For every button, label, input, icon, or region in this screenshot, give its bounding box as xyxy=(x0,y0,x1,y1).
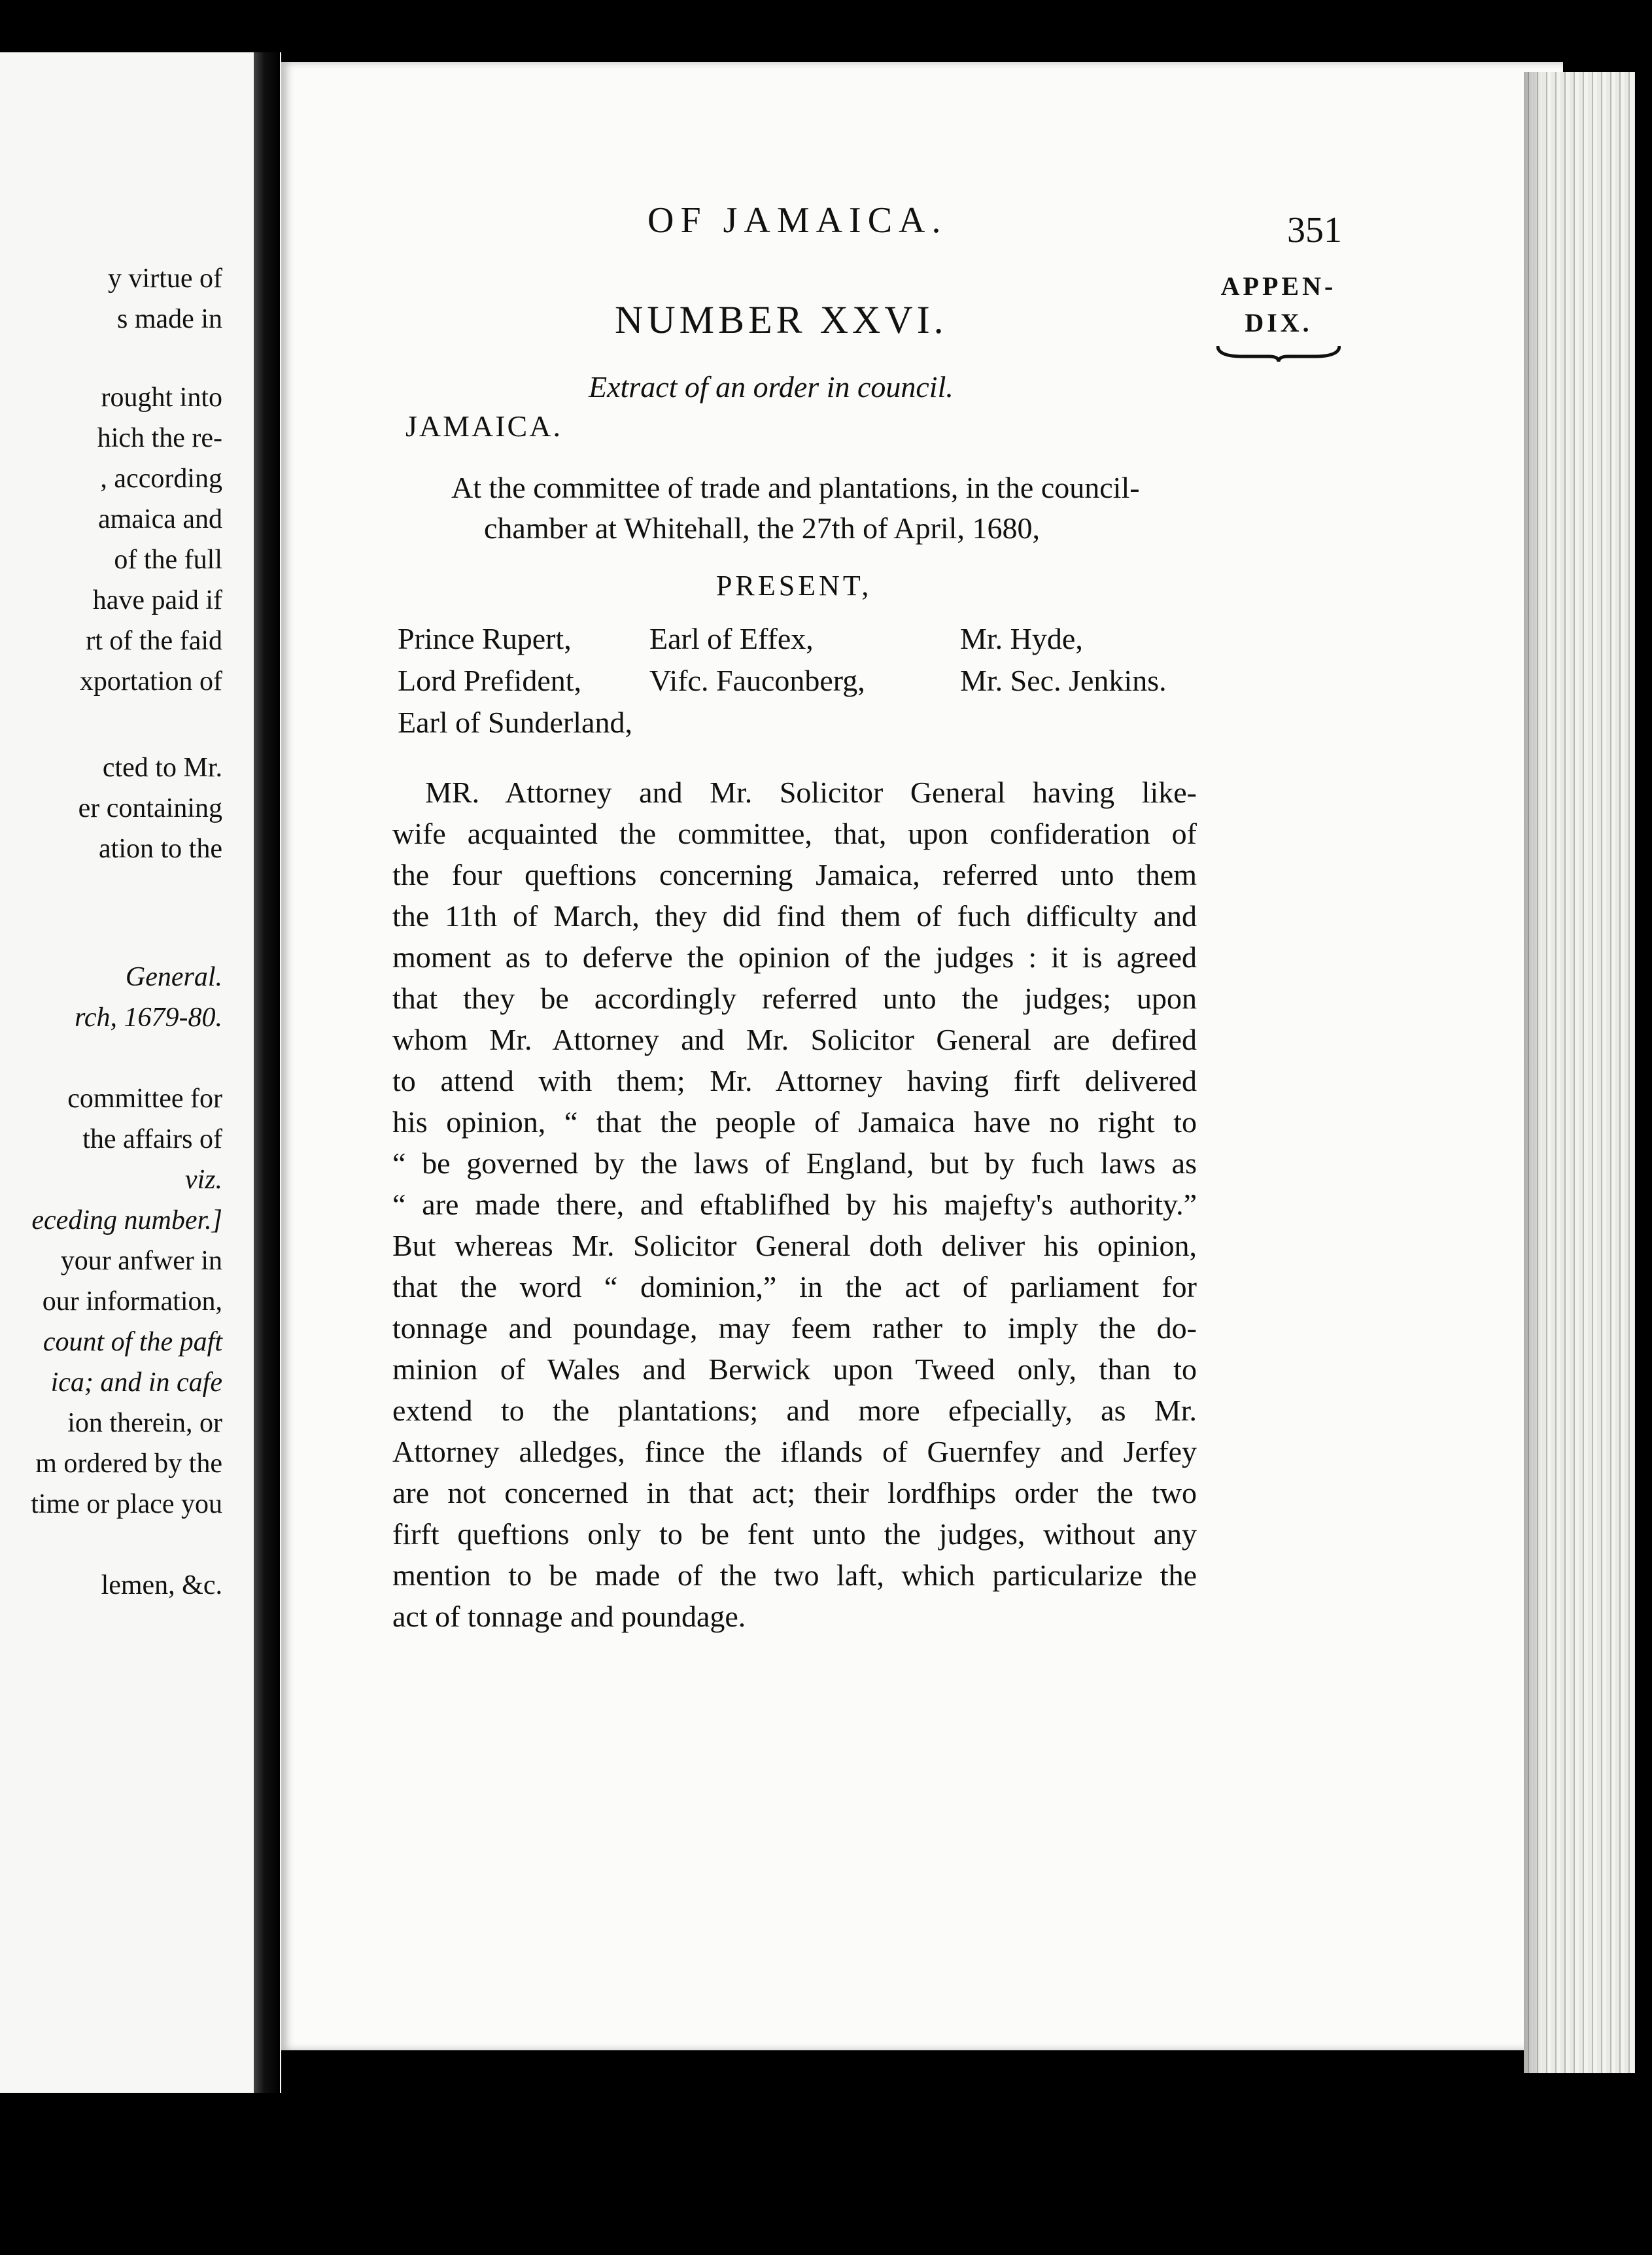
left-line: count of the paft xyxy=(43,1327,222,1357)
side-note-line: DIX. xyxy=(1245,308,1313,337)
left-line: s made in xyxy=(117,304,222,334)
body-line: “ be governed by the laws of England, but by fuch laws as xyxy=(392,1146,1197,1180)
left-line: rt of the faid xyxy=(86,626,222,656)
book-gutter xyxy=(254,52,280,2093)
body-line: moment as to deferve the opinion of the judges : it is agreed xyxy=(392,940,1197,974)
body-line: mention to be made of the two laft, which particularize the xyxy=(392,1558,1197,1592)
left-line: ation to the xyxy=(99,834,222,864)
name-entry: Mr. Sec. Jenkins. xyxy=(960,664,1167,697)
left-line: er containing xyxy=(78,793,222,823)
left-line: our information, xyxy=(42,1286,222,1317)
body-line: his opinion, “ that the people of Jamaica have no right to xyxy=(392,1105,1197,1139)
page-edge-shadow xyxy=(1524,72,1543,2073)
body-line: firft queftions only to be fent unto the judges, without any xyxy=(392,1517,1197,1551)
body-line: Attorney alledges, fince the iflands of Guernfey and Jerfey xyxy=(392,1435,1197,1468)
place-heading: JAMAICA. xyxy=(405,409,562,443)
extract-title: Extract of an order in council. xyxy=(589,370,954,404)
side-note-line: APPEN- xyxy=(1220,271,1337,301)
body-line: that they be accordingly referred unto the judges; upon xyxy=(392,982,1197,1015)
section-number-title: NUMBER XXVI. xyxy=(615,298,948,341)
left-line: viz. xyxy=(184,1165,222,1195)
name-entry: Lord Prefident, xyxy=(398,664,582,697)
appendix-side-note xyxy=(1210,268,1347,341)
left-line: hich the re- xyxy=(97,423,222,453)
left-line: y virtue of xyxy=(108,264,222,294)
names-row xyxy=(398,660,1248,702)
running-head: OF JAMAICA. xyxy=(647,200,948,241)
body-line: act of tonnage and poundage. xyxy=(392,1600,746,1633)
left-line: committee for xyxy=(67,1084,222,1114)
present-heading: PRESENT, xyxy=(716,570,872,602)
left-line: xportation of xyxy=(79,666,222,697)
body-line: the 11th of March, they did find them of fuch difficulty and xyxy=(392,899,1197,933)
left-line: of the full xyxy=(114,545,222,575)
name-entry: Vifc. Fauconberg, xyxy=(649,664,865,697)
left-line: lemen, &c. xyxy=(101,1570,222,1600)
name-entry: Prince Rupert, xyxy=(398,622,572,655)
left-line: eceding number.] xyxy=(31,1205,222,1235)
committee-line: chamber at Whitehall, the 27th of April, 1680, xyxy=(484,511,1040,545)
left-line: rch, 1679-80. xyxy=(75,1003,222,1033)
left-line: ion therein, or xyxy=(67,1408,222,1438)
body-line: “ are made there, and eftablifhed by his majefty's authority.” xyxy=(392,1188,1197,1221)
left-line: cted to Mr. xyxy=(102,753,222,783)
body-line: minion of Wales and Berwick upon Tweed only, than to xyxy=(392,1352,1197,1386)
present-names-list xyxy=(398,618,1248,744)
curly-brace-icon xyxy=(1216,343,1341,363)
left-line: time or place you xyxy=(31,1489,222,1519)
left-line: General. xyxy=(125,962,222,992)
left-line: ica; and in cafe xyxy=(50,1368,222,1398)
body-line: to attend with them; Mr. Attorney having firft delivered xyxy=(392,1064,1197,1097)
name-entry: Mr. Hyde, xyxy=(960,622,1083,655)
body-line: tonnage and poundage, may feem rather to imply the do- xyxy=(392,1311,1197,1345)
left-line: your anfwer in xyxy=(60,1246,222,1276)
committee-line: At the committee of trade and plantations, in the council- xyxy=(451,471,1140,504)
left-line: the affairs of xyxy=(82,1124,222,1154)
left-line: have paid if xyxy=(92,585,222,615)
body-line: wife acquainted the committee, that, upon confideration of xyxy=(392,817,1197,850)
body-line: are not concerned in that act; their lordfhips order the two xyxy=(392,1476,1197,1509)
body-line: extend to the plantations; and more efpecially, as Mr. xyxy=(392,1394,1197,1427)
name-entry: Earl of Sunderland, xyxy=(398,706,632,739)
page-number: 351 xyxy=(1287,210,1342,250)
body-line: the four queftions concerning Jamaica, referred unto them xyxy=(392,858,1197,891)
names-row xyxy=(398,702,1248,744)
order-body-text xyxy=(392,772,1197,1637)
left-line: m ordered by the xyxy=(35,1449,222,1479)
names-row xyxy=(398,618,1248,660)
body-line: But whereas Mr. Solicitor General doth deliver his opinion, xyxy=(392,1229,1197,1262)
left-line: rought into xyxy=(101,383,222,413)
left-line: amaica and xyxy=(97,504,222,534)
left-page xyxy=(0,52,281,2093)
body-line: MR. Attorney and Mr. Solicitor General having like- xyxy=(425,776,1197,809)
committee-heading xyxy=(451,468,1216,549)
body-line: that the word “ dominion,” in the act of parliament for xyxy=(392,1270,1197,1303)
body-line: whom Mr. Attorney and Mr. Solicitor General are defired xyxy=(392,1023,1197,1056)
name-entry: Earl of Effex, xyxy=(649,622,814,655)
left-line: , according xyxy=(100,464,222,494)
